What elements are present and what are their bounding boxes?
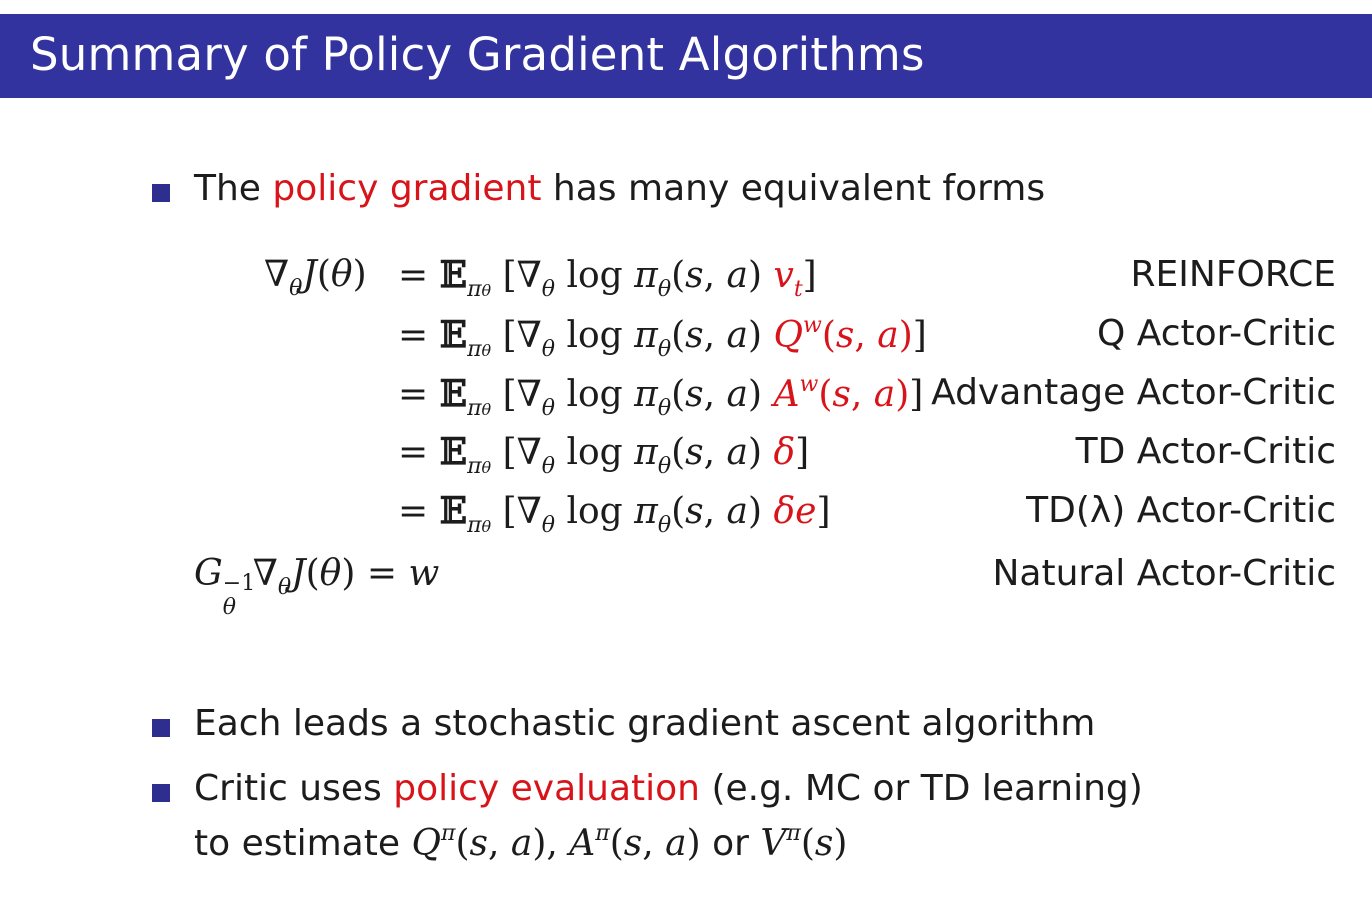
algorithm-label: REINFORCE bbox=[1130, 254, 1336, 295]
bullet-square-icon bbox=[152, 184, 170, 202]
algorithm-label: Natural Actor-Critic bbox=[992, 553, 1336, 594]
algorithm-label: Q Actor-Critic bbox=[1096, 313, 1336, 354]
equation-row-q-actor-critic: = 𝔼$_{\pi\theta}$ [$\nabla_\theta$ $\log \pi_\theta(s$, a) $Q^w(s$, a)] bbox=[398, 313, 927, 362]
top-strip bbox=[0, 0, 1372, 14]
bullet-square-icon bbox=[152, 719, 170, 737]
equation-row-td-actor-critic: = 𝔼$_{\pi\theta}$ [$\nabla_\theta$ $\log \pi_\theta(s$, a) δ] bbox=[398, 431, 810, 479]
bullet-square-icon bbox=[152, 784, 170, 802]
estimate-formula-v: $V^\pi(s)$ bbox=[760, 821, 848, 864]
highlight-policy-evaluation: policy evaluation bbox=[393, 768, 700, 809]
bullet-critic-policy-evaluation: Critic uses policy evaluation (e.g. MC or TD learning) bbox=[194, 768, 1143, 809]
equation-row-natural-actor-critic: G −1 θ $\nabla_\theta J(\theta) = w$ bbox=[194, 553, 440, 620]
equation-row-reinforce: = 𝔼$_{\pi\theta}$ [$\nabla_\theta$ $\log \pi_\theta(s$, a) $v_t$] bbox=[398, 254, 817, 302]
algorithm-label: TD(λ) Actor-Critic bbox=[1026, 490, 1336, 531]
highlight-policy-gradient: policy gradient bbox=[272, 168, 542, 209]
equation-lhs: $\nabla_\theta J(\theta)$ bbox=[264, 254, 367, 301]
algorithm-label: TD Actor-Critic bbox=[1075, 431, 1336, 472]
algorithm-label: Advantage Actor-Critic bbox=[931, 372, 1336, 413]
bullet-policy-gradient: The policy gradient has many equivalent forms bbox=[194, 168, 1046, 209]
bullet-critic-estimate-line: to estimate $Q^\pi(s$, a), $A^\pi(s$, a) or $V^\pi(s)$ bbox=[194, 821, 848, 864]
estimate-formula: $Q^\pi(s$, a), $A^\pi(s$, a) bbox=[411, 821, 701, 864]
equation-row-td-lambda-actor-critic: = 𝔼$_{\pi\theta}$ [$\nabla_\theta$ $\log \pi_\theta(s$, a) δe] bbox=[398, 490, 831, 538]
equation-row-advantage-actor-critic: = 𝔼$_{\pi\theta}$ [$\nabla_\theta$ $\log \pi_\theta(s$, a) $A^w(s$, a)] bbox=[398, 372, 924, 421]
bullet-stochastic-gradient: Each leads a stochastic gradient ascent algorithm bbox=[194, 703, 1096, 744]
slide-title: Summary of Policy Gradient Algorithms bbox=[30, 28, 925, 81]
title-bar bbox=[0, 14, 1372, 98]
